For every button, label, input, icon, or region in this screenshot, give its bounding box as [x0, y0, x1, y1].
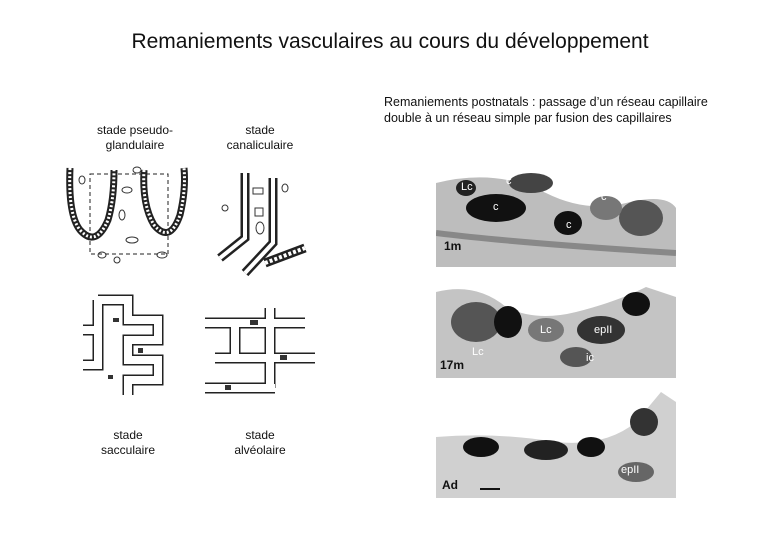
cell-label: Lc	[461, 181, 473, 193]
canalicular-drawing	[205, 168, 320, 280]
micrograph-age-label: 17m	[440, 358, 465, 372]
cell-label: c	[566, 219, 572, 231]
cell-label: ic	[586, 352, 594, 364]
cell-label: epII	[621, 464, 640, 476]
saccular-drawing	[78, 290, 188, 402]
micrograph-17m	[436, 282, 676, 378]
cell-label: Lc	[540, 324, 552, 336]
micrograph-1m	[436, 163, 676, 267]
cell-label: Lc	[472, 346, 484, 358]
micrograph-age-label: 1m	[444, 239, 462, 253]
micrograph-age-label: Ad	[442, 478, 458, 492]
alveolar-drawing	[195, 298, 325, 410]
cell-label: c	[601, 191, 607, 203]
pseudoglandular-drawing	[62, 160, 197, 272]
cell-label: c	[493, 201, 499, 213]
micrograph-adult	[436, 392, 676, 498]
cell-label: c	[506, 175, 512, 187]
postnatal-description: Remaniements postnatals : passage d’un réseau capillaire double à un réseau simple par fusion des capillaires	[384, 95, 708, 125]
stage-label-pseudoglandular: stade pseudo- glandulaire	[96, 123, 174, 152]
stage-label-alveolar: stade alvéolaire	[234, 428, 286, 457]
page-title: Remaniements vasculaires au cours du développement	[131, 30, 649, 53]
stage-label-saccular: stade sacculaire	[100, 428, 156, 457]
cell-label: epII	[594, 324, 613, 336]
stage-label-canalicular: stade canaliculaire	[226, 123, 294, 152]
